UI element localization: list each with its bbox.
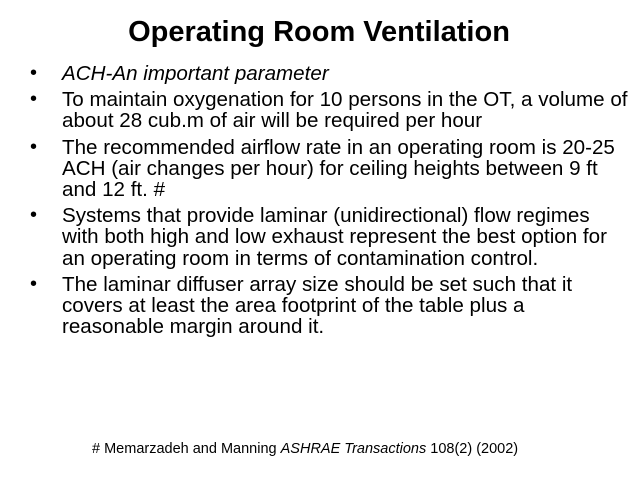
bullet-list <box>30 63 630 342</box>
bullet-text: The laminar diffuser array size should be set such that it covers at least the area footprint of the table plus a reasonable margin around it. <box>62 272 573 339</box>
citation-journal: ASHRAE Transactions <box>280 441 427 457</box>
bullet-item <box>30 63 630 84</box>
bullet-text: To maintain oxygenation for 10 persons in the OT, a volume of about 28 cub.m of air will be required per hour <box>62 88 628 133</box>
bullet-item <box>30 137 630 201</box>
citation-volume: 108(2) (2002) <box>430 441 519 457</box>
bullet-item <box>30 274 630 338</box>
bullet-text: ACH-An important parameter <box>62 62 329 85</box>
bullet-icon: • <box>30 62 38 84</box>
citation <box>92 440 518 458</box>
bullet-text: Systems that provide laminar (unidirectional) flow regimes with both high and low exhaust represent the best option for an operating room in terms of contamination control. <box>62 204 607 270</box>
bullet-item <box>30 205 630 269</box>
bullet-text: The recommended airflow rate in an operating room is 20-25 ACH (air changes per hour) for ceiling heights between 9 ft and 12 ft. # <box>62 135 615 202</box>
slide-title: Operating Room Ventilation <box>128 16 510 48</box>
citation-authors: # Memarzadeh and Manning <box>92 441 277 457</box>
bullet-icon: • <box>30 272 38 295</box>
bullet-icon: • <box>30 135 38 158</box>
bullet-icon: • <box>30 88 38 111</box>
bullet-item <box>30 89 630 131</box>
bullet-icon: • <box>30 204 38 227</box>
